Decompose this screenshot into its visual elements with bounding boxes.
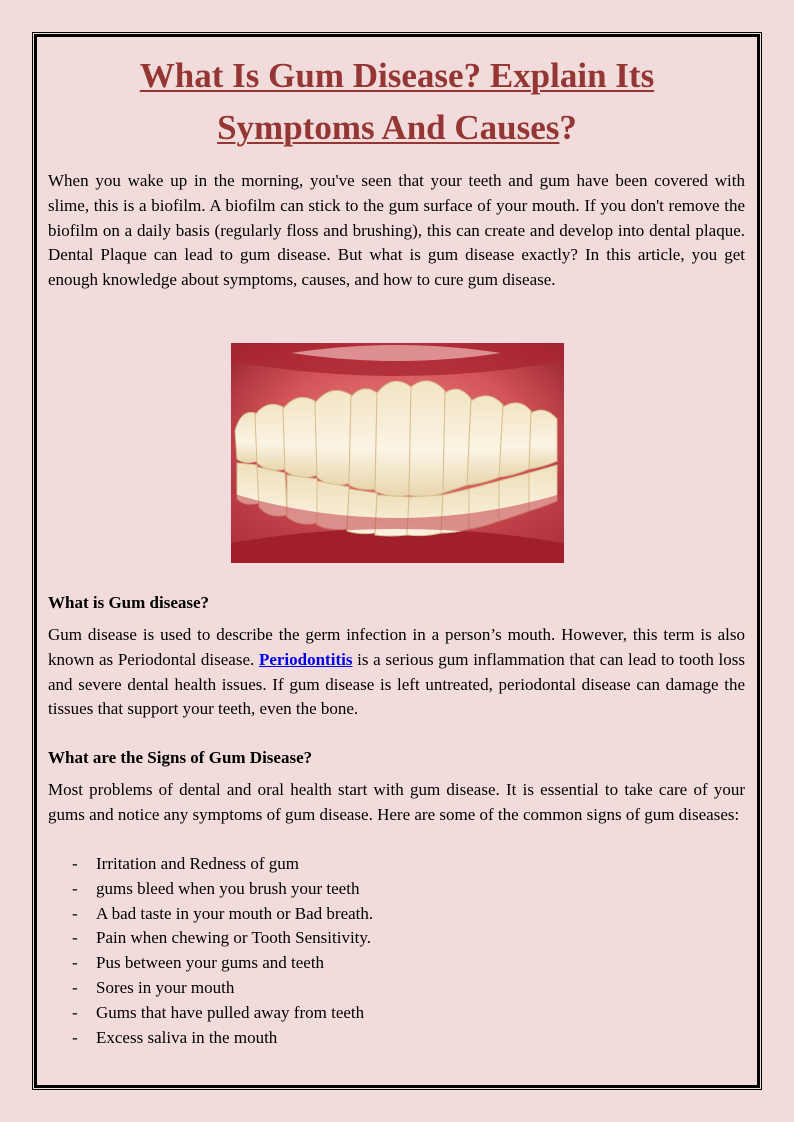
- section1-paragraph: [48, 623, 745, 722]
- list-item-text: Pus between your gums and teeth: [96, 953, 325, 973]
- bullet-dash: -: [72, 903, 78, 923]
- list-item: [72, 976, 373, 1001]
- list-item: [72, 926, 373, 951]
- list-item-text: Pain when chewing or Tooth Sensitivity.: [96, 928, 372, 948]
- list-item-text: Excess saliva in the mouth: [96, 1027, 278, 1047]
- bullet-dash: -: [72, 854, 78, 873]
- list-item-text: Sores in your mouth: [96, 977, 235, 997]
- list-item-text: A bad taste in your mouth or Bad breath.: [96, 903, 374, 923]
- list-item: [72, 1001, 373, 1026]
- title-question-mark: ?: [559, 108, 577, 147]
- list-item: [72, 1026, 373, 1051]
- title-line-2: Symptoms And Causes: [217, 108, 560, 147]
- teeth-photo: [231, 343, 564, 563]
- list-item-text: Irritation and Redness of gum: [96, 854, 300, 873]
- list-item: [72, 902, 373, 927]
- list-item: [72, 951, 373, 976]
- list-item-text: Gums that have pulled away from teeth: [96, 1002, 365, 1022]
- list-item: [72, 877, 373, 902]
- section1-text-after: is a serious gum inflammation that can lead to tooth loss and severe dental health issues. If gum disease is left untreated, periodontal disease can damage the tissues that support your teeth, even the bone.: [48, 649, 745, 719]
- bullet-dash: -: [72, 953, 78, 973]
- bullet-dash: -: [72, 1002, 78, 1022]
- section2-paragraph: Most problems of dental and oral health start with gum disease. It is essential to take care of your gums and notice any symptoms of gum disease. Here are some of the common signs of gum diseases:: [48, 780, 745, 824]
- section1-text-before: Gum disease is used to describe the germ infection in a person’s mouth. However, this term is also known as Periodontal disease.: [48, 625, 745, 669]
- periodontitis-link[interactable]: Periodontitis: [258, 649, 353, 669]
- bullet-dash: -: [72, 878, 78, 898]
- list-item: [72, 852, 373, 877]
- bullet-dash: -: [72, 1027, 78, 1047]
- list-item-text: gums bleed when you brush your teeth: [96, 878, 360, 898]
- symptoms-list: [72, 852, 373, 1050]
- title-line-1: What Is Gum Disease? Explain Its: [139, 56, 655, 95]
- bullet-dash: -: [72, 977, 78, 997]
- section-heading-what-is-gum-disease: What is Gum disease?: [48, 593, 210, 612]
- page-title: [60, 50, 734, 154]
- intro-paragraph: When you wake up in the morning, you've seen that your teeth and gum have been covered with slime, this is a biofilm. A biofilm can stick to the gum surface of your mouth. If you don't remove the biofilm on a daily basis (regularly floss and brushing), this can create and develop into dental plaque. Dental Plaque can lead to gum disease. But what is gum disease exactly? In this article, you get enough knowledge about symptoms, causes, and how to cure gum disease.: [48, 171, 745, 290]
- section-heading-signs-of-gum-disease: What are the Signs of Gum Disease?: [48, 748, 313, 767]
- bullet-dash: -: [72, 928, 78, 948]
